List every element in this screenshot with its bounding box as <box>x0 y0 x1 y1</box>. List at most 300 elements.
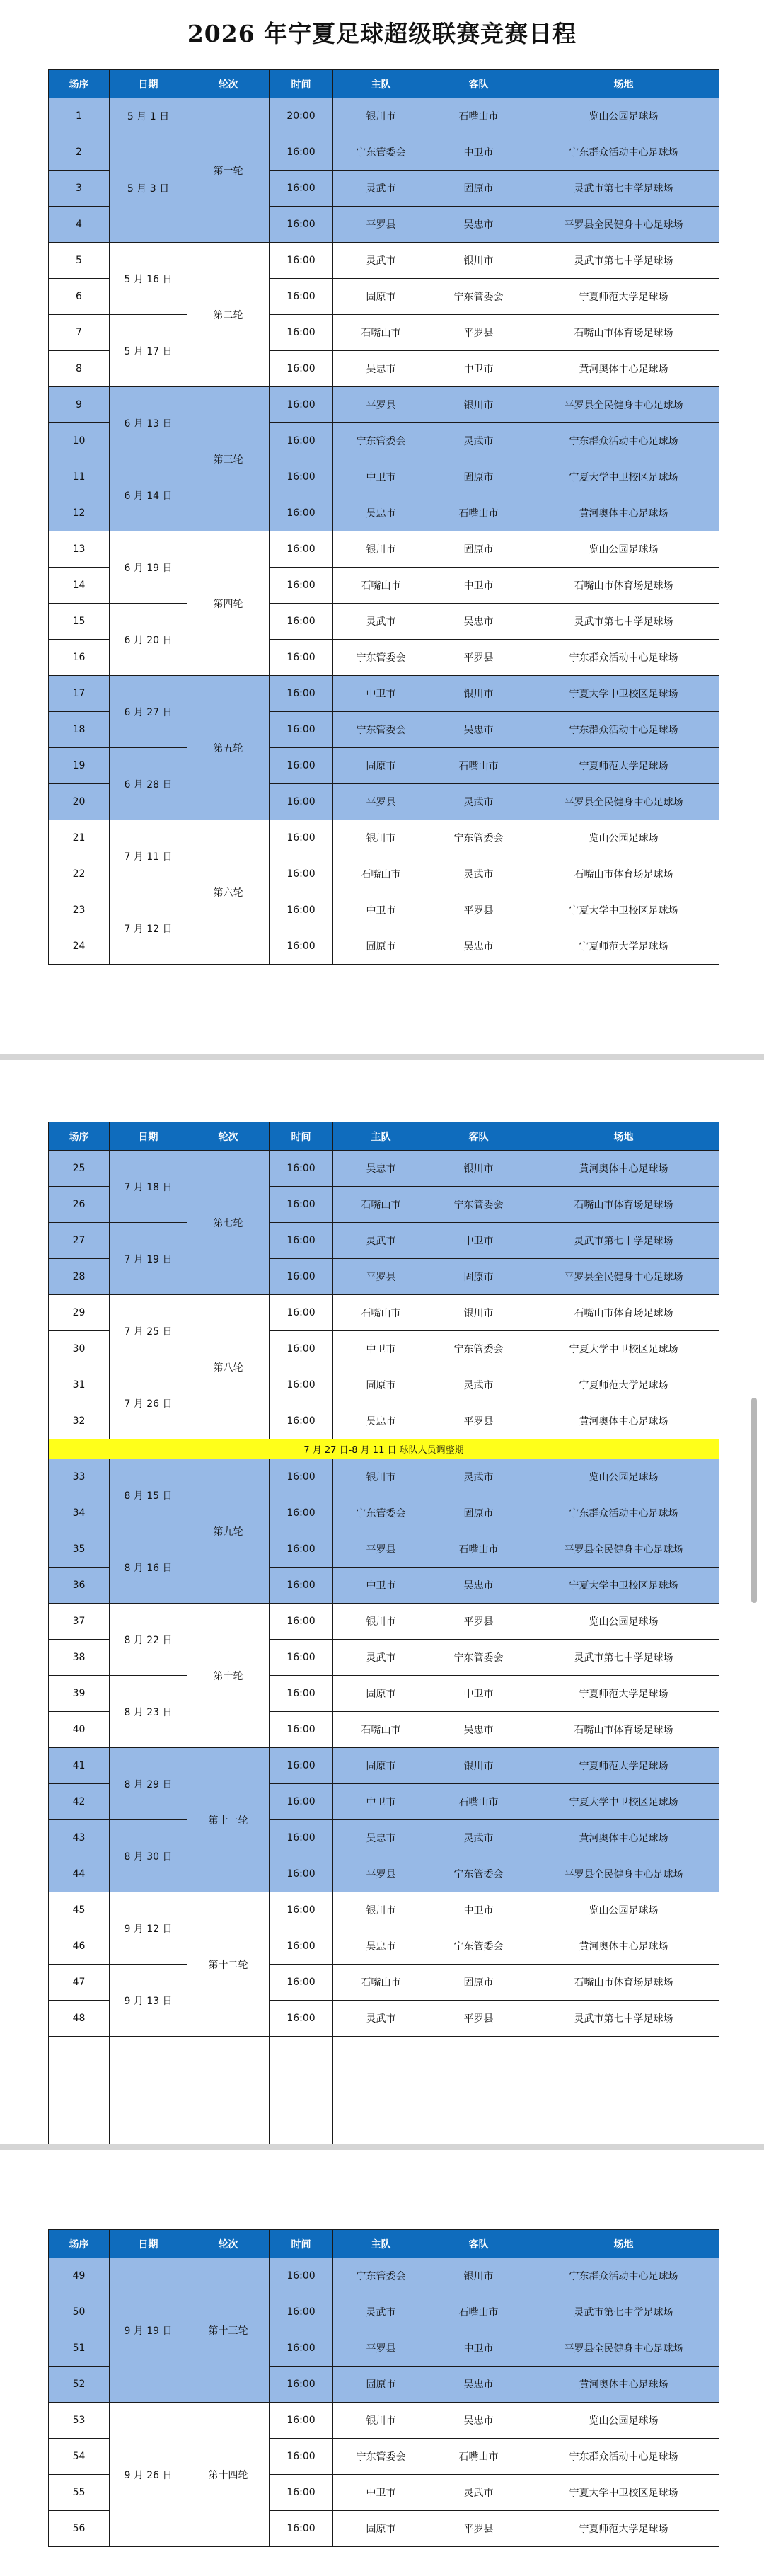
home-team: 石嘴山市 <box>333 1187 429 1223</box>
table-row <box>49 134 719 171</box>
match-date: 8 月 16 日 <box>110 1531 187 1604</box>
venue: 黄河奥体中心足球场 <box>528 495 719 531</box>
column-header-home: 主队 <box>333 2230 429 2258</box>
kickoff-time: 16:00 <box>270 1531 333 1568</box>
kickoff-time: 16:00 <box>270 1784 333 1820</box>
kickoff-time: 16:00 <box>270 2001 333 2037</box>
column-header-away: 客队 <box>429 2230 528 2258</box>
kickoff-time: 16:00 <box>270 171 333 207</box>
kickoff-time: 16:00 <box>270 1856 333 1892</box>
match-number: 45 <box>49 1892 110 1928</box>
away-team: 银川市 <box>429 1295 528 1331</box>
match-round: 第十四轮 <box>187 2403 270 2547</box>
home-team: 宁东管委会 <box>333 640 429 676</box>
venue: 平罗县全民健身中心足球场 <box>528 387 719 423</box>
match-number: 39 <box>49 1676 110 1712</box>
match-date: 5 月 17 日 <box>110 315 187 387</box>
home-team: 宁东管委会 <box>333 423 429 459</box>
home-team: 中卫市 <box>333 1331 429 1367</box>
away-team: 宁东管委会 <box>429 820 528 856</box>
match-number: 2 <box>49 134 110 171</box>
match-number: 16 <box>49 640 110 676</box>
match-number: 3 <box>49 171 110 207</box>
kickoff-time: 16:00 <box>270 1676 333 1712</box>
venue: 览山公园足球场 <box>528 1459 719 1495</box>
home-team: 银川市 <box>333 98 429 134</box>
kickoff-time: 16:00 <box>270 820 333 856</box>
away-team: 吴忠市 <box>429 712 528 748</box>
home-team: 银川市 <box>333 1604 429 1640</box>
match-number: 23 <box>49 892 110 928</box>
kickoff-time: 16:00 <box>270 243 333 279</box>
column-header-date: 日期 <box>110 2230 187 2258</box>
away-team: 固原市 <box>429 531 528 568</box>
kickoff-time: 16:00 <box>270 604 333 640</box>
kickoff-time: 16:00 <box>270 1295 333 1331</box>
home-team: 平罗县 <box>333 2330 429 2367</box>
match-date: 9 月 12 日 <box>110 1892 187 1965</box>
away-team: 中卫市 <box>429 568 528 604</box>
table-header-row <box>49 2230 719 2258</box>
home-team: 宁东管委会 <box>333 2258 429 2294</box>
away-team: 银川市 <box>429 2258 528 2294</box>
kickoff-time: 16:00 <box>270 640 333 676</box>
match-number: 54 <box>49 2439 110 2475</box>
away-team: 中卫市 <box>429 134 528 171</box>
home-team: 宁东管委会 <box>333 712 429 748</box>
match-date: 6 月 28 日 <box>110 748 187 820</box>
venue: 平罗县全民健身中心足球场 <box>528 1856 719 1892</box>
home-team: 固原市 <box>333 1748 429 1784</box>
home-team: 平罗县 <box>333 207 429 243</box>
match-number: 6 <box>49 279 110 315</box>
kickoff-time: 16:00 <box>270 279 333 315</box>
away-team: 石嘴山市 <box>429 1784 528 1820</box>
match-number: 5 <box>49 243 110 279</box>
venue: 宁夏大学中卫校区足球场 <box>528 892 719 928</box>
kickoff-time: 20:00 <box>270 98 333 134</box>
away-team: 吴忠市 <box>429 604 528 640</box>
match-date: 7 月 19 日 <box>110 1223 187 1295</box>
venue: 宁夏师范大学足球场 <box>528 1367 719 1403</box>
venue: 宁夏师范大学足球场 <box>528 748 719 784</box>
column-header-round: 轮次 <box>187 2230 270 2258</box>
home-team: 灵武市 <box>333 1640 429 1676</box>
column-header-date: 日期 <box>110 1122 187 1151</box>
kickoff-time: 16:00 <box>270 1187 333 1223</box>
home-team: 吴忠市 <box>333 1820 429 1856</box>
away-team: 中卫市 <box>429 1676 528 1712</box>
away-team: 固原市 <box>429 1965 528 2001</box>
away-team: 固原市 <box>429 1259 528 1295</box>
kickoff-time: 16:00 <box>270 315 333 351</box>
column-header-seq: 场序 <box>49 2230 110 2258</box>
blank-cell <box>187 2037 270 2150</box>
match-number: 55 <box>49 2475 110 2511</box>
venue: 宁夏师范大学足球场 <box>528 2511 719 2547</box>
away-team: 平罗县 <box>429 1604 528 1640</box>
match-number: 4 <box>49 207 110 243</box>
away-team: 银川市 <box>429 1748 528 1784</box>
match-number: 46 <box>49 1928 110 1965</box>
venue: 黄河奥体中心足球场 <box>528 351 719 387</box>
home-team: 石嘴山市 <box>333 1712 429 1748</box>
table-row <box>49 1223 719 1259</box>
match-date: 5 月 3 日 <box>110 134 187 243</box>
table-row <box>49 1295 719 1331</box>
table-row <box>49 2258 719 2294</box>
match-date: 8 月 22 日 <box>110 1604 187 1676</box>
match-date: 8 月 29 日 <box>110 1748 187 1820</box>
kickoff-time: 16:00 <box>270 1151 333 1187</box>
kickoff-time: 16:00 <box>270 2330 333 2367</box>
table-row <box>49 459 719 495</box>
kickoff-time: 16:00 <box>270 784 333 820</box>
away-team: 银川市 <box>429 1151 528 1187</box>
schedule-table-page-2 <box>48 1122 719 2150</box>
away-team: 石嘴山市 <box>429 495 528 531</box>
match-date: 6 月 14 日 <box>110 459 187 531</box>
venue: 石嘴山市体育场足球场 <box>528 315 719 351</box>
match-number: 52 <box>49 2367 110 2403</box>
home-team: 银川市 <box>333 531 429 568</box>
table-row <box>49 387 719 423</box>
away-team: 灵武市 <box>429 423 528 459</box>
home-team: 固原市 <box>333 279 429 315</box>
column-header-date: 日期 <box>110 70 187 98</box>
match-number: 36 <box>49 1568 110 1604</box>
table-row <box>49 1531 719 1568</box>
match-round: 第六轮 <box>187 820 270 965</box>
home-team: 固原市 <box>333 2511 429 2547</box>
venue: 灵武市第七中学足球场 <box>528 171 719 207</box>
table-row <box>49 1748 719 1784</box>
home-team: 灵武市 <box>333 243 429 279</box>
match-number: 41 <box>49 1748 110 1784</box>
kickoff-time: 16:00 <box>270 676 333 712</box>
away-team: 宁东管委会 <box>429 1640 528 1676</box>
table-row <box>49 1604 719 1640</box>
match-number: 53 <box>49 2403 110 2439</box>
kickoff-time: 16:00 <box>270 892 333 928</box>
schedule-table-page-3 <box>48 2229 719 2547</box>
home-team: 中卫市 <box>333 459 429 495</box>
match-number: 50 <box>49 2294 110 2330</box>
home-team: 灵武市 <box>333 2001 429 2037</box>
scrollbar-thumb[interactable] <box>751 1398 757 1603</box>
venue: 宁东群众活动中心足球场 <box>528 1495 719 1531</box>
venue: 黄河奥体中心足球场 <box>528 2367 719 2403</box>
venue: 宁东群众活动中心足球场 <box>528 134 719 171</box>
home-team: 中卫市 <box>333 676 429 712</box>
kickoff-time: 16:00 <box>270 1495 333 1531</box>
kickoff-time: 16:00 <box>270 1892 333 1928</box>
match-round: 第十二轮 <box>187 1892 270 2037</box>
away-team: 宁东管委会 <box>429 1187 528 1223</box>
match-number: 22 <box>49 856 110 892</box>
match-round: 第五轮 <box>187 676 270 820</box>
away-team: 平罗县 <box>429 892 528 928</box>
match-number: 49 <box>49 2258 110 2294</box>
home-team: 宁东管委会 <box>333 2439 429 2475</box>
home-team: 固原市 <box>333 1676 429 1712</box>
venue: 宁东群众活动中心足球场 <box>528 423 719 459</box>
kickoff-time: 16:00 <box>270 134 333 171</box>
match-number: 47 <box>49 1965 110 2001</box>
away-team: 灵武市 <box>429 1367 528 1403</box>
venue: 宁东群众活动中心足球场 <box>528 640 719 676</box>
home-team: 平罗县 <box>333 387 429 423</box>
table-row <box>49 531 719 568</box>
table-row <box>49 604 719 640</box>
table-row <box>49 1892 719 1928</box>
match-number: 24 <box>49 928 110 965</box>
match-number: 37 <box>49 1604 110 1640</box>
table-row <box>49 1965 719 2001</box>
kickoff-time: 16:00 <box>270 1928 333 1965</box>
away-team: 宁东管委会 <box>429 1331 528 1367</box>
home-team: 平罗县 <box>333 1856 429 1892</box>
column-header-time: 时间 <box>270 2230 333 2258</box>
kickoff-time: 16:00 <box>270 2475 333 2511</box>
match-number: 38 <box>49 1640 110 1676</box>
home-team: 吴忠市 <box>333 351 429 387</box>
kickoff-time: 16:00 <box>270 2367 333 2403</box>
venue: 黄河奥体中心足球场 <box>528 1403 719 1439</box>
kickoff-time: 16:00 <box>270 1712 333 1748</box>
kickoff-time: 16:00 <box>270 928 333 965</box>
home-team: 吴忠市 <box>333 495 429 531</box>
match-number: 33 <box>49 1459 110 1495</box>
match-number: 1 <box>49 98 110 134</box>
away-team: 灵武市 <box>429 784 528 820</box>
away-team: 灵武市 <box>429 2475 528 2511</box>
away-team: 宁东管委会 <box>429 1856 528 1892</box>
match-round: 第十三轮 <box>187 2258 270 2403</box>
away-team: 吴忠市 <box>429 207 528 243</box>
kickoff-time: 16:00 <box>270 856 333 892</box>
venue: 灵武市第七中学足球场 <box>528 604 719 640</box>
match-number: 56 <box>49 2511 110 2547</box>
away-team: 灵武市 <box>429 1459 528 1495</box>
blank-cell <box>429 2037 528 2150</box>
table-row <box>49 676 719 712</box>
match-number: 25 <box>49 1151 110 1187</box>
away-team: 中卫市 <box>429 1892 528 1928</box>
away-team: 石嘴山市 <box>429 2439 528 2475</box>
kickoff-time: 16:00 <box>270 568 333 604</box>
match-date: 7 月 11 日 <box>110 820 187 892</box>
home-team: 灵武市 <box>333 1223 429 1259</box>
match-number: 28 <box>49 1259 110 1295</box>
home-team: 平罗县 <box>333 784 429 820</box>
home-team: 中卫市 <box>333 1568 429 1604</box>
column-header-away: 客队 <box>429 70 528 98</box>
kickoff-time: 16:00 <box>270 1223 333 1259</box>
kickoff-time: 16:00 <box>270 1259 333 1295</box>
blank-cell <box>270 2037 333 2150</box>
match-number: 15 <box>49 604 110 640</box>
kickoff-time: 16:00 <box>270 1331 333 1367</box>
blank-row <box>49 2037 719 2150</box>
match-date: 6 月 20 日 <box>110 604 187 676</box>
venue: 宁夏大学中卫校区足球场 <box>528 1331 719 1367</box>
column-header-venue: 场地 <box>528 1122 719 1151</box>
match-number: 13 <box>49 531 110 568</box>
away-team: 固原市 <box>429 459 528 495</box>
away-team: 平罗县 <box>429 640 528 676</box>
venue: 览山公园足球场 <box>528 820 719 856</box>
away-team: 宁东管委会 <box>429 1928 528 1965</box>
match-date: 6 月 27 日 <box>110 676 187 748</box>
match-number: 8 <box>49 351 110 387</box>
match-number: 18 <box>49 712 110 748</box>
home-team: 吴忠市 <box>333 1151 429 1187</box>
home-team: 银川市 <box>333 1892 429 1928</box>
home-team: 固原市 <box>333 928 429 965</box>
match-number: 31 <box>49 1367 110 1403</box>
schedule-table-page-1 <box>48 69 719 965</box>
match-round: 第四轮 <box>187 531 270 676</box>
venue: 宁东群众活动中心足球场 <box>528 2439 719 2475</box>
match-number: 12 <box>49 495 110 531</box>
away-team: 吴忠市 <box>429 928 528 965</box>
table-row <box>49 1676 719 1712</box>
blank-cell <box>49 2037 110 2150</box>
home-team: 灵武市 <box>333 604 429 640</box>
away-team: 石嘴山市 <box>429 2294 528 2330</box>
match-date: 6 月 19 日 <box>110 531 187 604</box>
match-round: 第三轮 <box>187 387 270 531</box>
venue: 黄河奥体中心足球场 <box>528 1820 719 1856</box>
away-team: 固原市 <box>429 171 528 207</box>
kickoff-time: 16:00 <box>270 1965 333 2001</box>
venue: 宁夏师范大学足球场 <box>528 928 719 965</box>
venue: 灵武市第七中学足球场 <box>528 2001 719 2037</box>
match-date: 8 月 23 日 <box>110 1676 187 1748</box>
page-divider <box>0 1054 764 1060</box>
match-number: 19 <box>49 748 110 784</box>
kickoff-time: 16:00 <box>270 712 333 748</box>
match-number: 20 <box>49 784 110 820</box>
table-row <box>49 1367 719 1403</box>
away-team: 宁东管委会 <box>429 279 528 315</box>
match-date: 9 月 19 日 <box>110 2258 187 2403</box>
venue: 宁夏大学中卫校区足球场 <box>528 676 719 712</box>
kickoff-time: 16:00 <box>270 1604 333 1640</box>
away-team: 中卫市 <box>429 351 528 387</box>
match-date: 7 月 25 日 <box>110 1295 187 1367</box>
match-round: 第十一轮 <box>187 1748 270 1892</box>
venue: 石嘴山市体育场足球场 <box>528 1295 719 1331</box>
away-team: 银川市 <box>429 387 528 423</box>
column-header-home: 主队 <box>333 70 429 98</box>
venue: 宁夏师范大学足球场 <box>528 1676 719 1712</box>
kickoff-time: 16:00 <box>270 2258 333 2294</box>
away-team: 吴忠市 <box>429 2367 528 2403</box>
match-number: 32 <box>49 1403 110 1439</box>
table-row <box>49 892 719 928</box>
match-number: 48 <box>49 2001 110 2037</box>
away-team: 吴忠市 <box>429 2403 528 2439</box>
table-header-row <box>49 70 719 98</box>
kickoff-time: 16:00 <box>270 1568 333 1604</box>
match-date: 9 月 13 日 <box>110 1965 187 2037</box>
venue: 灵武市第七中学足球场 <box>528 1640 719 1676</box>
home-team: 银川市 <box>333 2403 429 2439</box>
column-header-away: 客队 <box>429 1122 528 1151</box>
match-round: 第一轮 <box>187 98 270 243</box>
kickoff-time: 16:00 <box>270 495 333 531</box>
match-date: 8 月 30 日 <box>110 1820 187 1892</box>
venue: 览山公园足球场 <box>528 1892 719 1928</box>
table-row <box>49 748 719 784</box>
column-header-home: 主队 <box>333 1122 429 1151</box>
home-team: 平罗县 <box>333 1259 429 1295</box>
home-team: 吴忠市 <box>333 1928 429 1965</box>
home-team: 平罗县 <box>333 1531 429 1568</box>
match-round: 第八轮 <box>187 1295 270 1439</box>
away-team: 固原市 <box>429 1495 528 1531</box>
venue: 石嘴山市体育场足球场 <box>528 1712 719 1748</box>
venue: 宁夏大学中卫校区足球场 <box>528 1568 719 1604</box>
kickoff-time: 16:00 <box>270 207 333 243</box>
home-team: 中卫市 <box>333 1784 429 1820</box>
match-round: 第九轮 <box>187 1459 270 1604</box>
match-number: 10 <box>49 423 110 459</box>
venue: 平罗县全民健身中心足球场 <box>528 207 719 243</box>
match-number: 42 <box>49 1784 110 1820</box>
page-divider <box>0 2144 764 2150</box>
kickoff-time: 16:00 <box>270 2511 333 2547</box>
kickoff-time: 16:00 <box>270 748 333 784</box>
table-header-row <box>49 1122 719 1151</box>
match-date: 9 月 26 日 <box>110 2403 187 2547</box>
home-team: 石嘴山市 <box>333 1295 429 1331</box>
away-team: 石嘴山市 <box>429 98 528 134</box>
table-row <box>49 315 719 351</box>
column-header-round: 轮次 <box>187 1122 270 1151</box>
venue: 石嘴山市体育场足球场 <box>528 856 719 892</box>
blank-cell <box>110 2037 187 2150</box>
kickoff-time: 16:00 <box>270 1748 333 1784</box>
kickoff-time: 16:00 <box>270 423 333 459</box>
column-header-round: 轮次 <box>187 70 270 98</box>
match-number: 29 <box>49 1295 110 1331</box>
home-team: 石嘴山市 <box>333 1965 429 2001</box>
away-team: 平罗县 <box>429 2511 528 2547</box>
venue: 平罗县全民健身中心足球场 <box>528 1259 719 1295</box>
away-team: 灵武市 <box>429 856 528 892</box>
match-round: 第七轮 <box>187 1151 270 1295</box>
home-team: 银川市 <box>333 1459 429 1495</box>
away-team: 中卫市 <box>429 1223 528 1259</box>
table-row <box>49 1820 719 1856</box>
kickoff-time: 16:00 <box>270 1640 333 1676</box>
away-team: 银川市 <box>429 243 528 279</box>
home-team: 固原市 <box>333 1367 429 1403</box>
venue: 平罗县全民健身中心足球场 <box>528 2330 719 2367</box>
kickoff-time: 16:00 <box>270 1459 333 1495</box>
match-number: 35 <box>49 1531 110 1568</box>
match-number: 9 <box>49 387 110 423</box>
home-team: 灵武市 <box>333 171 429 207</box>
away-team: 吴忠市 <box>429 1712 528 1748</box>
venue: 览山公园足球场 <box>528 98 719 134</box>
home-team: 银川市 <box>333 820 429 856</box>
away-team: 银川市 <box>429 676 528 712</box>
venue: 石嘴山市体育场足球场 <box>528 568 719 604</box>
